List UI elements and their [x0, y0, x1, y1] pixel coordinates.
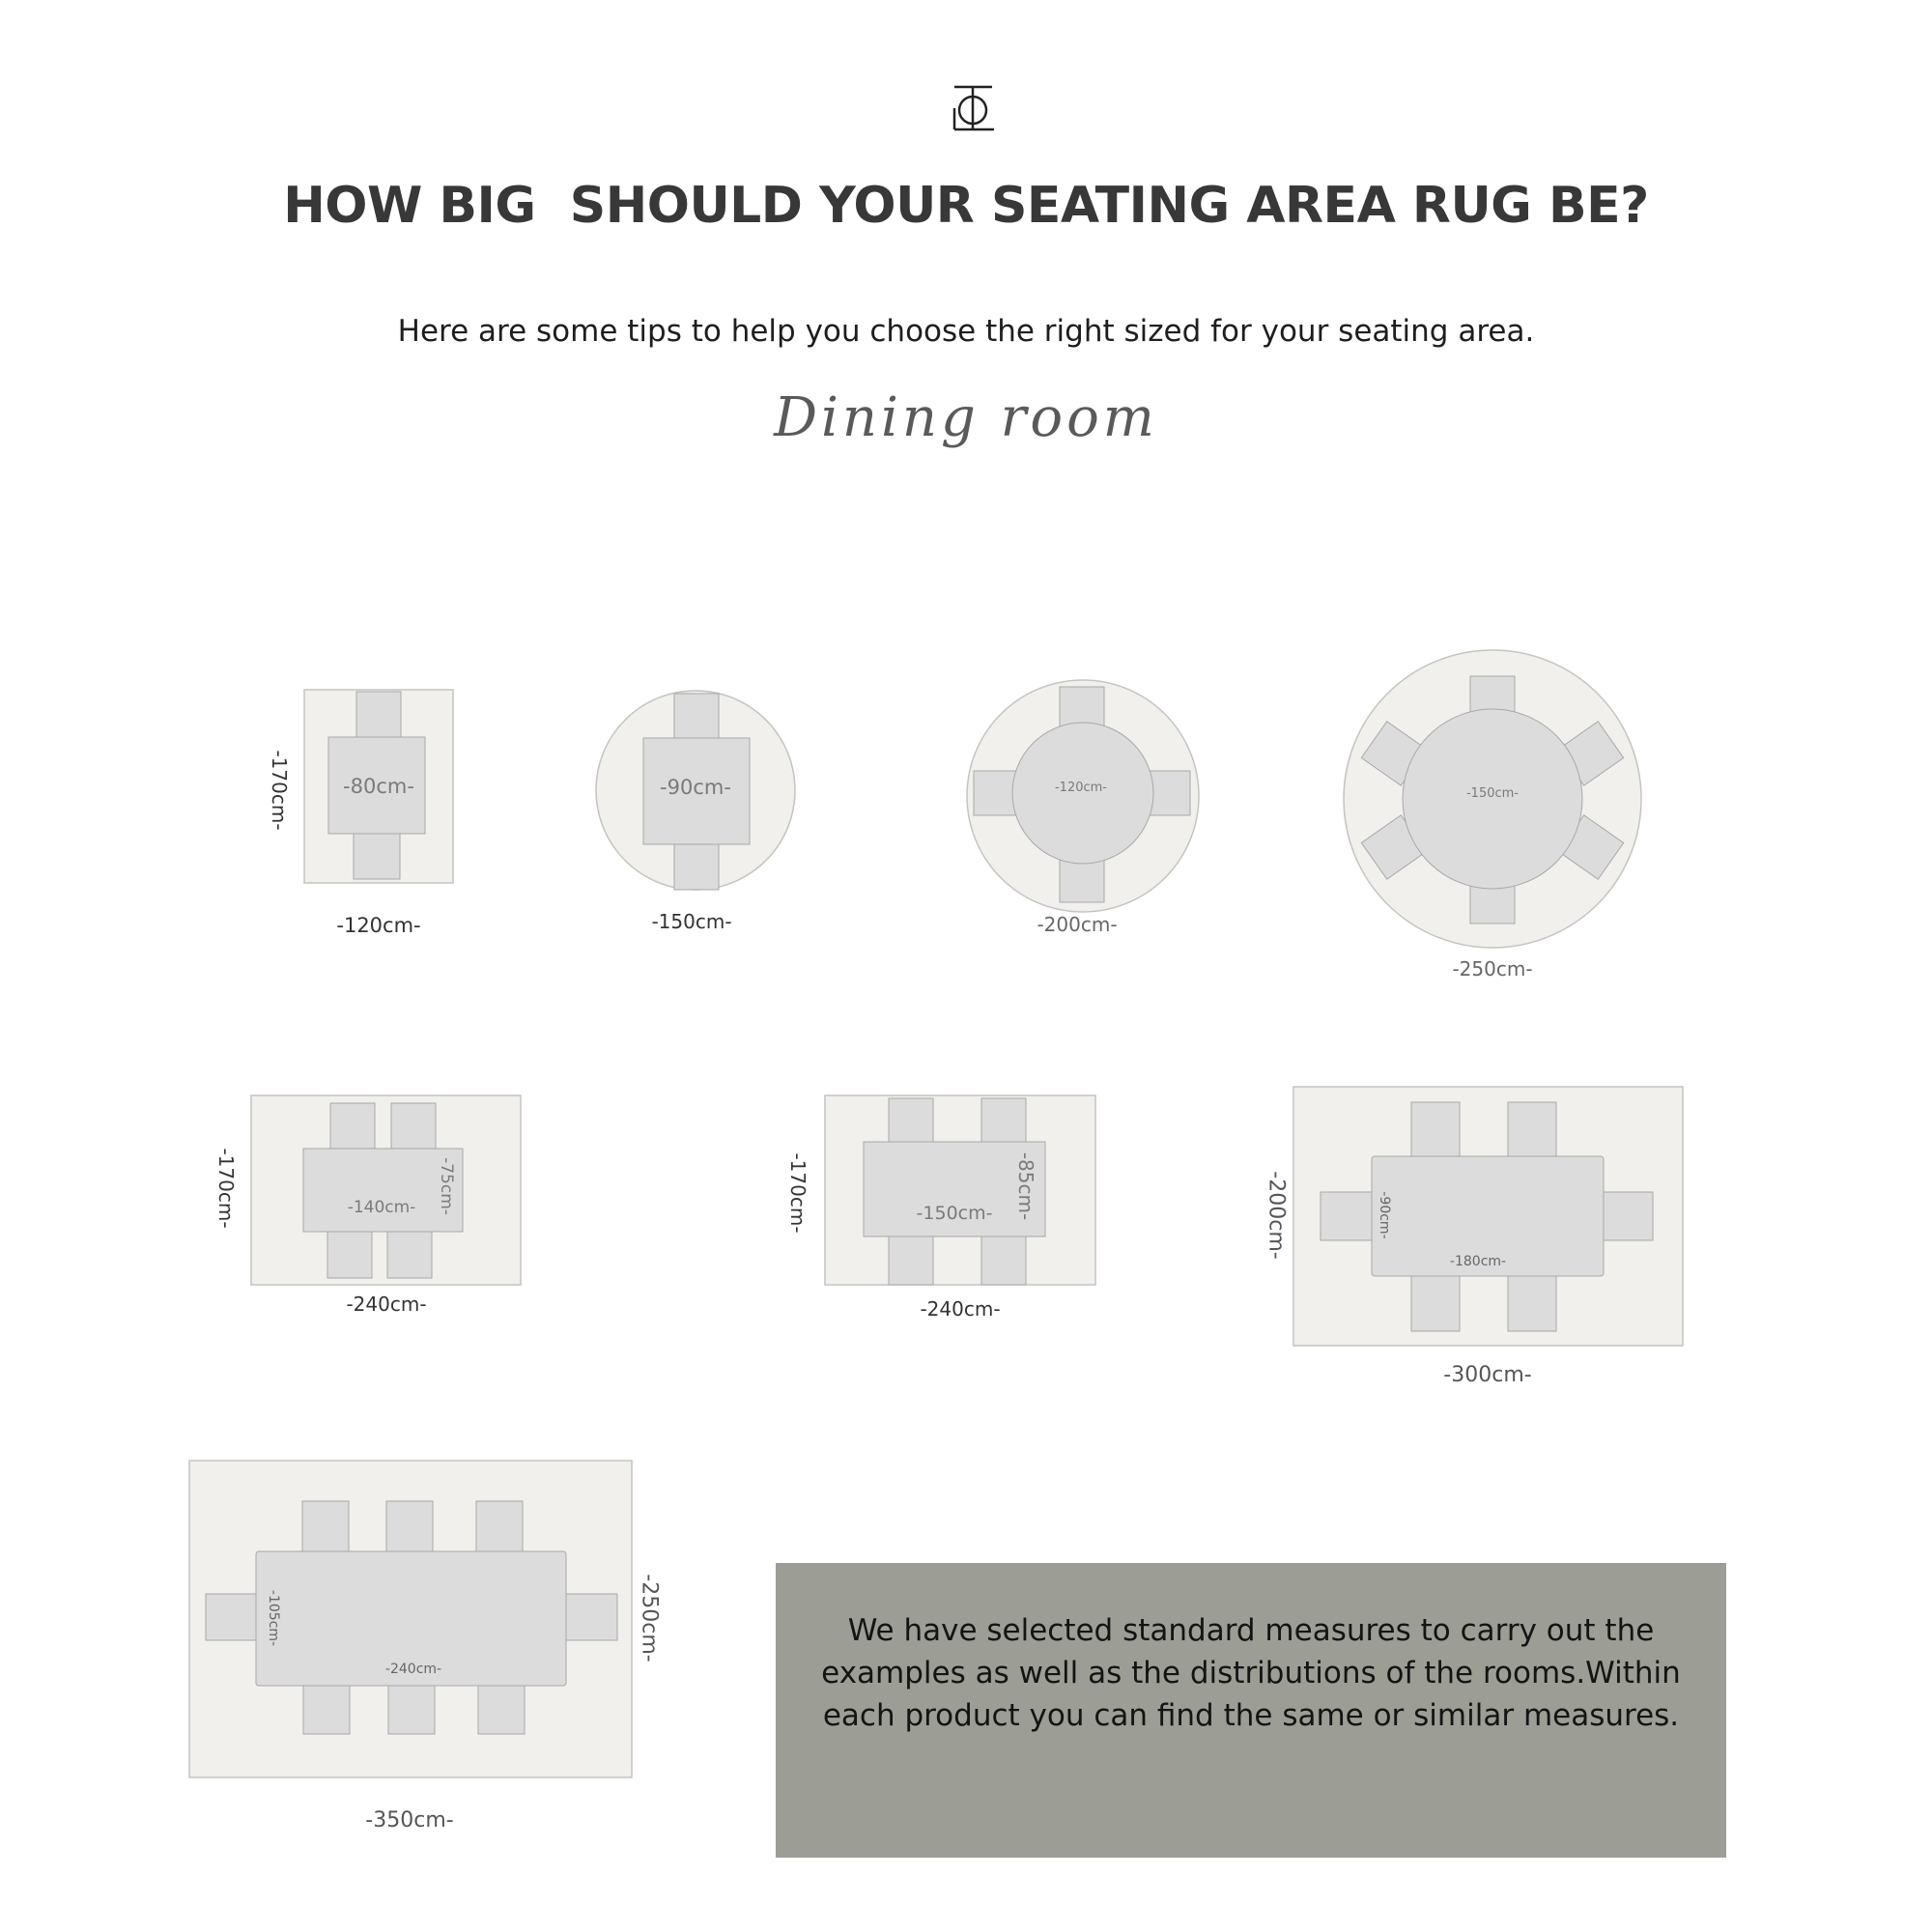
rug-length-label: -170cm- — [786, 1152, 810, 1234]
layout-rect-240 — [189, 1461, 632, 1777]
chair — [981, 1236, 1026, 1285]
table-size-label: -80cm- — [343, 775, 414, 798]
chair — [302, 1501, 349, 1554]
chair — [206, 1594, 258, 1640]
table-size-label: -150cm- — [1465, 786, 1520, 801]
table-length-label: -240cm- — [384, 1662, 442, 1677]
rug-width-label: -300cm- — [1443, 1363, 1532, 1387]
table-length-label: -150cm- — [916, 1203, 993, 1224]
chair — [1411, 1102, 1460, 1158]
table-width-label: -85cm- — [1014, 1151, 1037, 1221]
chair — [889, 1236, 933, 1285]
rug-length-label: -170cm- — [268, 750, 291, 831]
table-size-label: -90cm- — [660, 776, 731, 799]
chair — [565, 1594, 617, 1640]
rug-diameter-label: -150cm- — [651, 910, 732, 933]
chair — [1508, 1275, 1556, 1331]
rug-width-label: -240cm- — [346, 1293, 427, 1316]
chair — [1321, 1192, 1377, 1240]
rug-width-label: -240cm- — [920, 1297, 1001, 1321]
chair — [327, 1232, 372, 1278]
chair — [387, 1232, 432, 1278]
table-width-label: -90cm- — [1377, 1191, 1392, 1239]
info-note-text — [814, 1609, 1688, 1737]
info-note-line: examples as well as the distributions of the rooms.Within — [821, 1656, 1681, 1690]
rug-width-label: -120cm- — [336, 914, 421, 937]
section-title: Dining room — [774, 386, 1158, 449]
chair — [330, 1103, 375, 1150]
chair — [674, 694, 719, 740]
table-length-label: -140cm- — [347, 1198, 416, 1217]
chair — [889, 1098, 933, 1147]
chair — [356, 692, 401, 738]
chair — [478, 1684, 525, 1734]
layout-rect-140 — [251, 1095, 521, 1285]
rug-length-label: -170cm- — [214, 1148, 238, 1229]
chair — [354, 833, 400, 879]
table-width-label: -75cm- — [437, 1157, 456, 1215]
layout-rect-150 — [825, 1095, 1095, 1285]
layout-round-120 — [967, 680, 1199, 912]
info-note-line: We have selected standard measures to carry out the — [847, 1613, 1655, 1648]
info-note-line: each product you can find the same or similar measures. — [822, 1698, 1680, 1733]
chair — [674, 843, 719, 890]
chair — [1508, 1102, 1556, 1158]
table-width-label: -105cm- — [266, 1589, 281, 1647]
rug-length-label: -200cm- — [1264, 1171, 1289, 1260]
table-length-label: -180cm- — [1449, 1254, 1507, 1269]
page-subtitle: Here are some tips to help you choose the right sized for your seating area. — [397, 314, 1535, 349]
page-title: HOW BIG SHOULD YOUR SEATING AREA RUG BE? — [283, 177, 1649, 235]
rug-width-label: -350cm- — [365, 1808, 454, 1833]
chair — [1597, 1192, 1653, 1240]
chair — [391, 1103, 436, 1150]
chair — [981, 1098, 1026, 1147]
chair — [1411, 1275, 1460, 1331]
chair — [388, 1684, 435, 1734]
rug-diameter-label: -250cm- — [1452, 957, 1533, 980]
table-size-label: -120cm- — [1054, 781, 1108, 795]
rug-length-label: -250cm- — [637, 1574, 662, 1662]
chair — [476, 1501, 523, 1554]
rug-diameter-label: -200cm- — [1037, 913, 1118, 936]
info-note-box — [776, 1563, 1726, 1858]
chair — [386, 1501, 433, 1554]
layout-rect-180 — [1293, 1087, 1683, 1346]
chair — [303, 1684, 350, 1734]
